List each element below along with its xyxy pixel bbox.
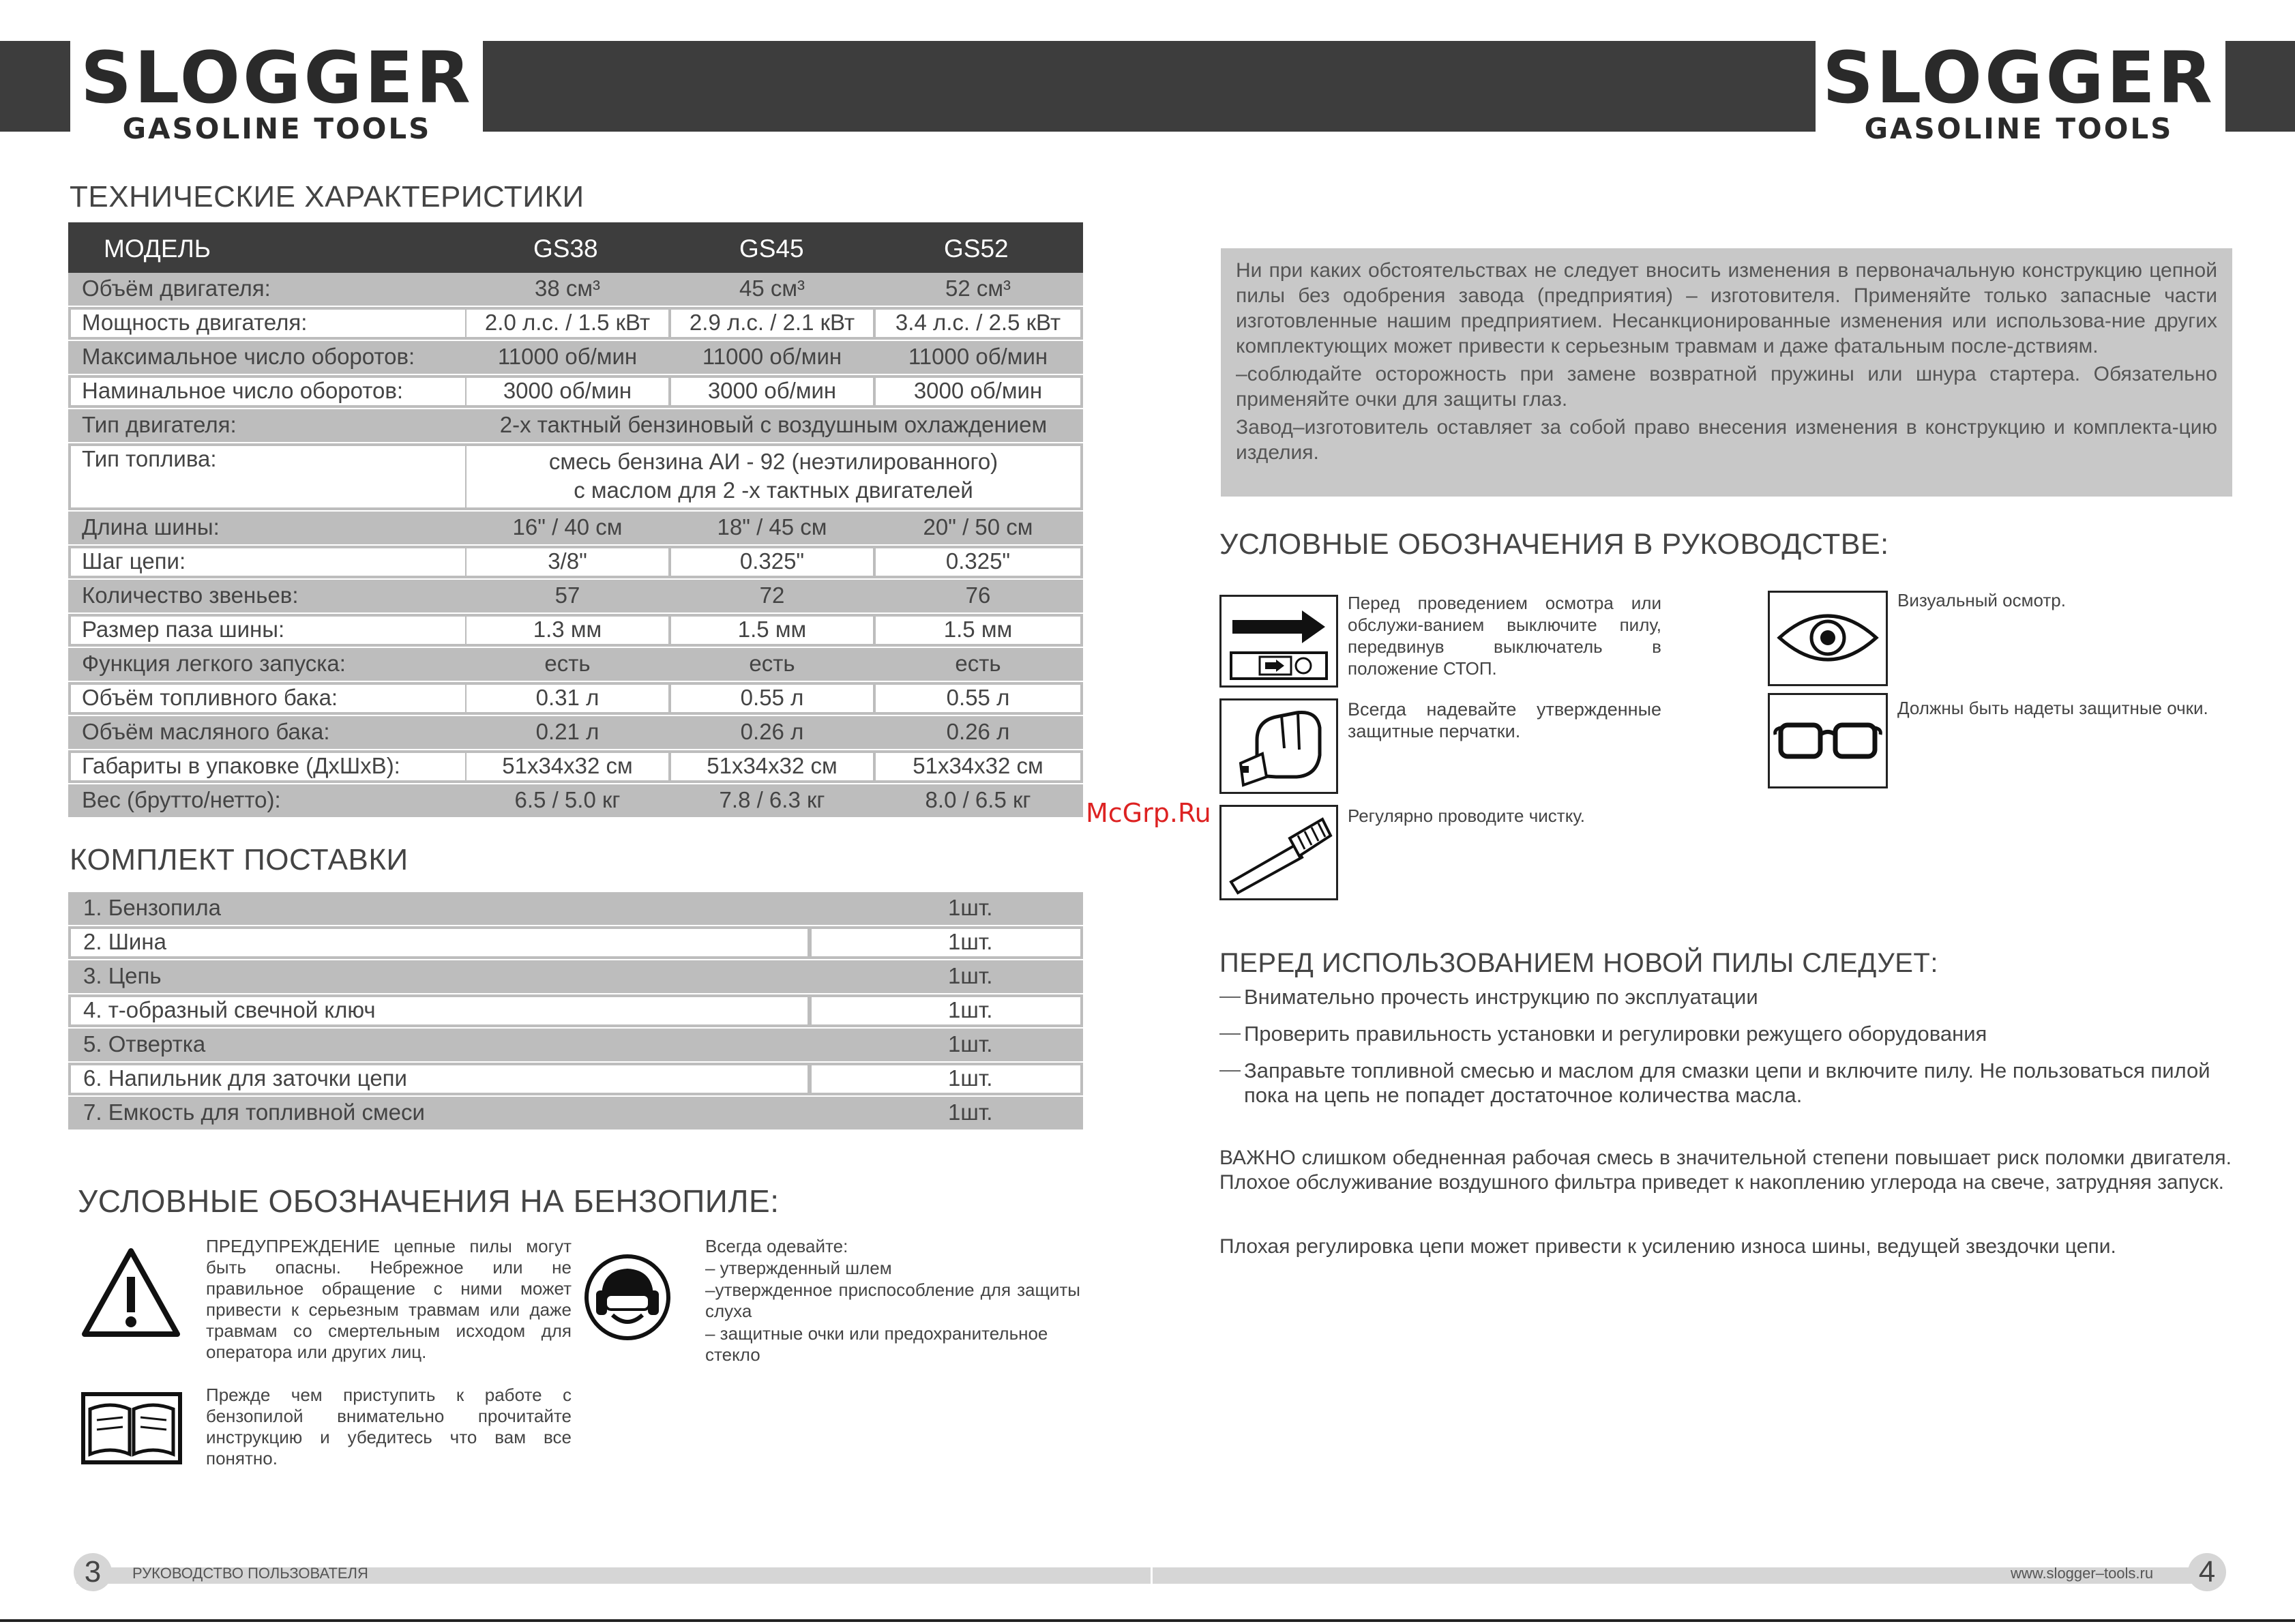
helmet-protection-icon — [582, 1252, 672, 1342]
spec-value: 7.8 / 6.3 кг — [719, 787, 825, 812]
spec-value: 16" / 40 см — [512, 514, 623, 540]
spec-value: есть — [749, 651, 795, 676]
spec-row — [68, 273, 1083, 307]
before-use-item: — Проверить правильность установки и регулировки режущего оборудования — [1219, 1022, 2233, 1046]
spec-label: Тип топлива: — [71, 446, 465, 507]
spec-label: Шаг цепи: — [71, 548, 465, 576]
spec-value: 6.5 / 5.0 кг — [514, 787, 621, 812]
spec-value: 3/8" — [467, 548, 668, 576]
spec-value — [467, 446, 1080, 507]
spec-value: 1.5 мм — [671, 617, 873, 644]
page-number-right: 4 — [2188, 1553, 2226, 1591]
logo-left — [72, 36, 482, 145]
manual-label: РУКОВОДСТВО ПОЛЬЗОВАТЕЛЯ — [132, 1565, 368, 1582]
kit-item-qty: 1шт. — [812, 1065, 1080, 1093]
kit-table — [68, 892, 1083, 1131]
inspect-text: Визуальный осмотр. — [1897, 590, 2066, 610]
before-use-item: — Внимательно прочесть инструкцию по эксплуатации — [1219, 985, 2233, 1009]
spec-label: Вес (брутто/нетто): — [82, 787, 281, 812]
logo-right — [1814, 36, 2223, 145]
spec-value: 20" / 50 см — [923, 514, 1033, 540]
spec-value-line: смесь бензина АИ - 92 (неэтилированного) — [548, 449, 998, 474]
eye-inspection-icon — [1768, 591, 1888, 686]
spec-row — [68, 614, 1083, 648]
kit-item-name: 6. Напильник для заточки цепи — [71, 1065, 808, 1093]
spec-label: Размер паза шины: — [71, 617, 465, 644]
specs-title: ТЕХНИЧЕСКИЕ ХАРАКТЕРИСТИКИ — [70, 180, 584, 213]
spec-row — [68, 648, 1083, 682]
header-edge-right — [2225, 41, 2295, 132]
spec-label: Функция легкого запуска: — [82, 651, 346, 676]
spec-label: Наминальное число оборотов: — [71, 378, 465, 405]
spec-label: Длина шины: — [82, 514, 220, 540]
spec-value: 11000 об/мин — [702, 344, 842, 369]
kit-item-qty: 1шт. — [812, 997, 1080, 1024]
spec-value: 11000 об/мин — [497, 344, 638, 369]
chain-adjust-text: Плохая регулировка цепи может привести к усилению износа шины, ведущей звездочки цепи. — [1219, 1235, 2116, 1258]
spec-label: Габариты в упаковке (ДхШхВ): — [71, 753, 465, 780]
spec-label: Тип двигателя: — [82, 412, 237, 437]
spec-row — [68, 307, 1083, 341]
kit-title: КОМПЛЕКТ ПОСТАВКИ — [70, 843, 409, 876]
spec-value: 57 — [554, 582, 580, 608]
spec-value: 18" / 45 см — [717, 514, 827, 540]
spec-row — [68, 341, 1083, 375]
bottom-rule — [0, 1619, 2295, 1622]
glasses-text: Должны быть надеты защитные очки. — [1897, 698, 2208, 718]
cleaning-text: Регулярно проводите чистку. — [1348, 806, 1585, 826]
spec-value: 45 см³ — [739, 276, 805, 301]
kit-item-name: 2. Шина — [71, 929, 808, 956]
logo-brand: SLOGGER — [1822, 36, 2215, 119]
kit-item-qty: 1шт. — [948, 1031, 993, 1057]
wear-item-hearing: –утвержденное приспособление для защиты слуха — [705, 1280, 1080, 1321]
kit-item-name: 3. Цепь — [83, 963, 162, 988]
warning-triangle-icon — [80, 1247, 181, 1338]
spec-row — [68, 580, 1083, 614]
spec-value: 3.4 л.с. / 2.5 кВт — [876, 310, 1080, 337]
spec-value: 51x34x32 см — [876, 753, 1080, 780]
kit-item-name: 7. Емкость для топливной смеси — [83, 1099, 425, 1125]
model-label: МОДЕЛЬ — [104, 235, 211, 263]
model-gs45: GS45 — [739, 235, 804, 263]
kit-item-qty: 1шт. — [948, 963, 993, 988]
logo-subtitle: GASOLINE TOOLS — [1864, 112, 2174, 145]
gloves-icon — [1219, 698, 1338, 794]
stop-switch-text: Перед проведением осмотра или обслужи-ванием выключите пилу, передвинув выключатель в положение СТОП. — [1348, 593, 1661, 679]
spec-value: 2-х тактный бензиновый с воздушным охлаждением — [499, 412, 1048, 437]
kit-item-name: 1. Бензопила — [83, 895, 221, 920]
spec-value: 76 — [965, 582, 991, 608]
spec-value: 0.55 л — [876, 685, 1080, 712]
kit-row — [68, 994, 1083, 1029]
spec-row — [68, 409, 1083, 443]
watermark: McGrp.Ru — [1086, 798, 1211, 828]
notice-paragraph: Завод–изготовитель оставляет за собой право внесения изменения в конструкцию и комплекта-цию изделия. — [1236, 416, 2217, 464]
model-gs38: GS38 — [533, 235, 598, 263]
spec-value: 0.26 л — [740, 719, 804, 744]
read-manual-text: Прежде чем приступить к работе с бензопилой внимательно прочитайте инструкцию и убедитесь что вам все понятно. — [206, 1385, 572, 1468]
kit-row — [68, 1097, 1083, 1131]
specs-table — [68, 222, 1083, 818]
gloves-text: Всегда надевайте утвержденные защитные перчатки. — [1348, 699, 1661, 741]
spec-value: 2.9 л.с. / 2.1 кВт — [671, 310, 873, 337]
wear-title: Всегда одевайте: — [705, 1236, 848, 1256]
spec-label: Объём топливного бака: — [71, 685, 465, 712]
spec-row — [68, 716, 1083, 750]
spec-row — [68, 546, 1083, 580]
spec-value: 52 см³ — [945, 276, 1011, 301]
kit-item-name: 5. Отвертка — [83, 1031, 206, 1057]
spec-value: 0.55 л — [671, 685, 873, 712]
kit-row — [68, 892, 1083, 926]
spec-value: 8.0 / 6.5 кг — [925, 787, 1031, 812]
kit-row — [68, 1029, 1083, 1063]
kit-item-qty: 1шт. — [948, 1099, 993, 1125]
logo-subtitle: GASOLINE TOOLS — [122, 112, 432, 145]
spec-value: 3000 об/мин — [671, 378, 873, 405]
logo-brand: SLOGGER — [80, 36, 473, 119]
spec-label: Объём масляного бака: — [82, 719, 330, 744]
saw-symbols-title: УСЛОВНЫЕ ОБОЗНАЧЕНИЯ НА БЕНЗОПИЛЕ: — [78, 1183, 780, 1219]
header-bar — [483, 41, 1816, 132]
notice-box — [1221, 248, 2232, 497]
spec-label: Максимальное число оборотов: — [82, 344, 415, 369]
kit-item-name: 4. т-образный свечной ключ — [71, 997, 808, 1024]
kit-item-qty: 1шт. — [948, 895, 993, 920]
spec-value: 0.21 л — [535, 719, 599, 744]
spec-label: Мощность двигателя: — [71, 310, 465, 337]
specs-header-row — [68, 222, 1083, 273]
spec-value: 1.5 мм — [876, 617, 1080, 644]
stop-switch-icon — [1219, 595, 1338, 688]
spec-value: 3000 об/мин — [467, 378, 668, 405]
before-use-title: ПЕРЕД ИСПОЛЬЗОВАНИЕМ НОВОЙ ПИЛЫ СЛЕДУЕТ: — [1219, 948, 1938, 978]
spec-row — [68, 443, 1083, 512]
spec-value: 0.325" — [671, 548, 873, 576]
page-number-left: 3 — [74, 1553, 112, 1591]
spec-value: 51x34x32 см — [467, 753, 668, 780]
kit-row — [68, 960, 1083, 994]
spec-label: Количество звеньев: — [82, 582, 299, 608]
safety-glasses-icon — [1768, 693, 1888, 788]
before-use-item: — Заправьте топливной смесью и маслом для смазки цепи и включите пилу. Не пользоваться пилой пока на цепь не попадет достаточное количества масла. — [1219, 1059, 2233, 1108]
spec-value: 0.325" — [876, 548, 1080, 576]
website-link[interactable]: www.slogger–tools.ru — [2011, 1565, 2154, 1582]
important-text: ВАЖНО слишком обедненная рабочая смесь в значительной степени повышает риск поломки двигателя. Плохое обслуживание воздушного фильтра приведет к накоплению углерода на свече, затрудняя запуск. — [1219, 1147, 2232, 1194]
spec-value: 0.31 л — [467, 685, 668, 712]
spec-value: 72 — [759, 582, 785, 608]
spec-value: 3000 об/мин — [876, 378, 1080, 405]
spec-value: 1.3 мм — [467, 617, 668, 644]
wear-item-glasses: – защитные очки или предохранительное стекло — [705, 1323, 1048, 1365]
wear-item-helmet: – утвержденный шлем — [705, 1258, 892, 1278]
spec-value: есть — [955, 651, 1001, 676]
notice-paragraph: –соблюдайте осторожность при замене возвратной пружины или шнура стартера. Обязательно применяйте очки для защиты глаз. — [1236, 363, 2217, 411]
spec-row — [68, 784, 1083, 818]
manual-symbols-title: УСЛОВНЫЕ ОБОЗНАЧЕНИЯ В РУКОВОДСТВЕ: — [1219, 528, 1889, 561]
spec-value: 51x34x32 см — [671, 753, 873, 780]
notice-paragraph: Ни при каких обстоятельствах не следует вносить изменения в первоначальную конструкцию цепной пилы без одобрения завода (предприятия) – изготовителя. Применяйте только запасные части изготовленные нашим предприятием. Несанкционированные изменения или использова-ние других комплектующих может привести к серьезным травмам и даже фатальным после-дствиям. — [1236, 259, 2217, 357]
kit-row — [68, 926, 1083, 960]
spec-row — [68, 512, 1083, 546]
spec-value: есть — [544, 651, 591, 676]
kit-item-qty: 1шт. — [812, 929, 1080, 956]
spec-value-line: с маслом для 2 -х тактных двигателей — [574, 477, 973, 503]
header-edge-left — [0, 41, 70, 132]
open-book-icon — [80, 1391, 183, 1465]
spec-label: Объём двигателя: — [82, 276, 271, 301]
spec-row — [68, 750, 1083, 784]
spec-row — [68, 682, 1083, 716]
spec-value: 0.26 л — [946, 719, 1010, 744]
warning-text: ПРЕДУПРЕЖДЕНИЕ цепные пилы могут быть опасны. Небрежное или не правильное обращение с ними может привести к серьезным травмам или даже травмам со смертельным исходом для оператора или других лиц. — [206, 1236, 572, 1362]
spec-value: 38 см³ — [534, 276, 601, 301]
spec-value: 11000 об/мин — [908, 344, 1048, 369]
cleaning-brush-icon — [1219, 805, 1338, 900]
model-gs52: GS52 — [944, 235, 1009, 263]
spec-value: 2.0 л.с. / 1.5 кВт — [467, 310, 668, 337]
kit-row — [68, 1063, 1083, 1097]
spec-row — [68, 375, 1083, 409]
